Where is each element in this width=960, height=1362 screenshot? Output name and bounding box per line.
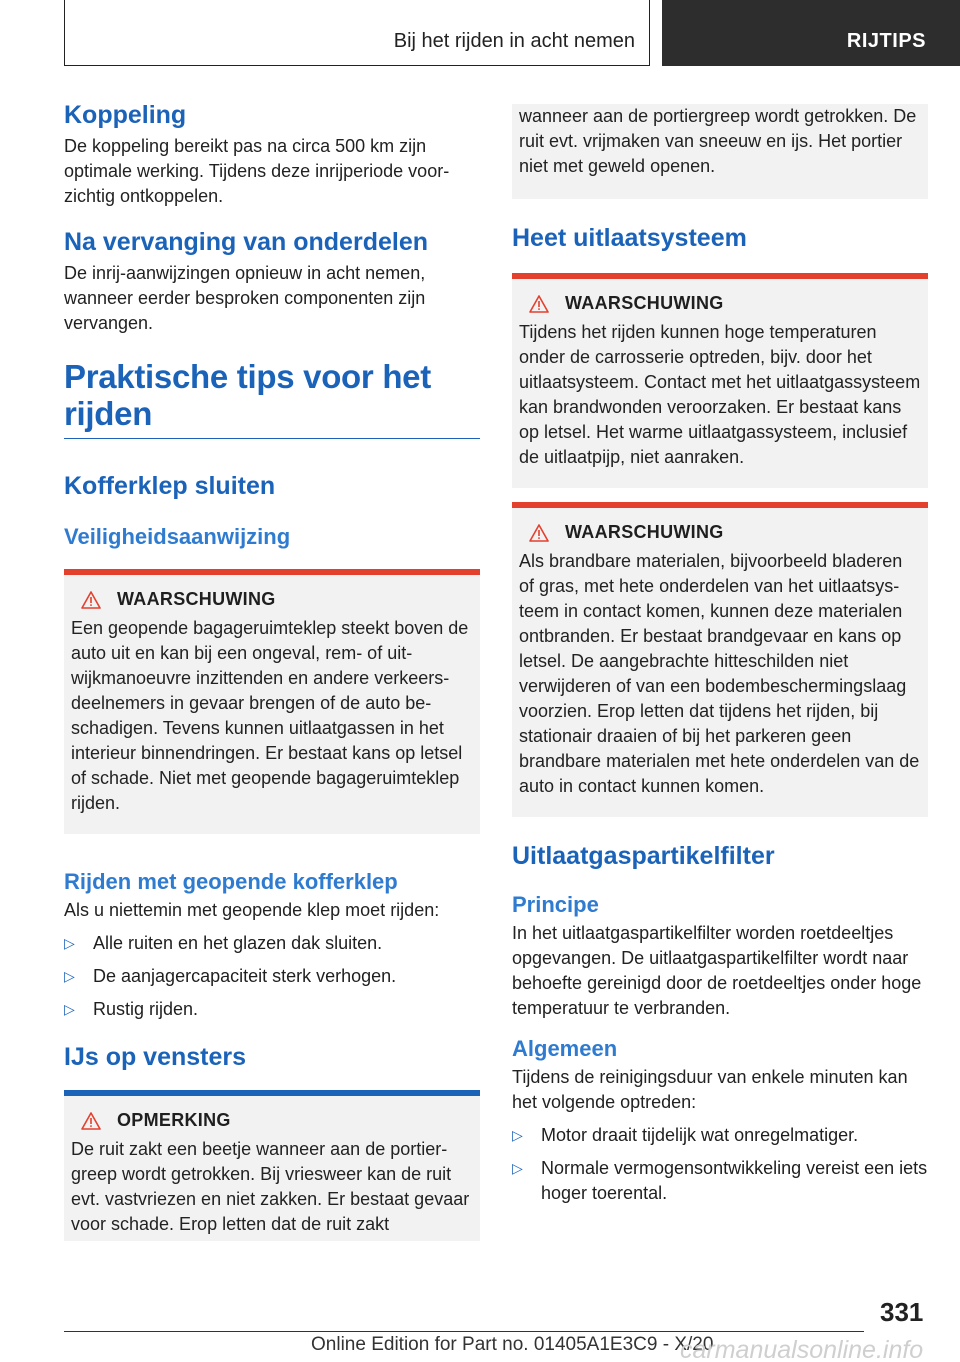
heading-algemeen: Algemeen <box>512 1036 618 1061</box>
warning-box-brandbaar <box>512 502 928 817</box>
warning-title <box>519 522 921 543</box>
text-vervanging: De inrij-aanwijzingen opnieuw in acht nemen, wanneer eerder besproken componenten zijn vervangen. <box>64 263 426 333</box>
warning-label: WAARSCHUWING <box>565 293 724 313</box>
list-rijden <box>64 931 480 1022</box>
watermark: carmanualsonline.info <box>680 1336 924 1362</box>
list-item: ▷ Normale vermogensontwikkeling vereist een iets hoger toerental. <box>512 1158 928 1203</box>
bullet-triangle-icon: ▷ <box>512 1127 523 1143</box>
heading-ijs: IJs op vensters <box>64 1043 247 1071</box>
warning-label: WAARSCHUWING <box>117 589 276 609</box>
note-box-ijs <box>64 1090 480 1241</box>
header-chapter-title: RIJTIPS <box>846 30 926 52</box>
text-rijden-intro: Als u niettemin met geopende klep moet rijden: <box>64 900 440 920</box>
list-item: ▷ Motor draait tijdelijk wat onregelmatiger. <box>512 1123 928 1148</box>
warning-triangle-icon <box>81 1112 101 1130</box>
bullet-triangle-icon: ▷ <box>64 935 75 951</box>
bullet-triangle-icon: ▷ <box>512 1160 523 1176</box>
footer-divider <box>64 1331 864 1332</box>
warning-box-uitlaat <box>512 273 928 488</box>
list-item: ▷ Rustig rijden. <box>64 997 480 1022</box>
bullet-triangle-icon: ▷ <box>64 968 75 984</box>
bullet-triangle-icon: ▷ <box>64 1001 75 1017</box>
text-algemeen: Tijdens de reinigingsduur van enkele minuten kan het volgende optreden: <box>512 1067 908 1112</box>
warning-triangle-icon <box>529 295 549 313</box>
heading-veiligheidsaanwijzing: Veiligheidsaanwijzing <box>64 524 291 549</box>
note-title <box>71 1110 473 1131</box>
warning-triangle-icon <box>81 591 101 609</box>
left-column <box>64 100 480 1241</box>
list-algemeen <box>512 1123 928 1206</box>
note-text-continued: wanneer aan de portiergreep wordt getrokken. De ruit evt. vrijmaken van sneeuw en ijs. Het portier niet met geweld openen. <box>519 106 917 176</box>
page-number: 331 <box>880 1297 924 1327</box>
warning-box-kofferklep <box>64 569 480 834</box>
heading-rijden-kofferklep: Rijden met geopende kofferklep <box>64 869 398 894</box>
footer-edition: Online Edition for Part no. 01405A1E3C9 - X/20 <box>311 1334 714 1355</box>
heading-principe: Principe <box>512 892 599 917</box>
warning-text: Tijdens het rijden kunnen hoge temperaturen onder de carrosserie optreden, bijv. door het uitlaatsysteem. Contact met het uitlaatgassysteem kan brandwonden veroorzaken. Er bestaat kans op letsel. Het warme uitlaatgassysteem, inclusief de uitlaatpijp, niet aanraken. <box>519 322 921 467</box>
list-item: ▷ De aanjagercapaciteit sterk verhogen. <box>64 964 480 989</box>
warning-title <box>519 293 921 314</box>
warning-title <box>71 589 473 610</box>
heading-uitlaatgaspartikelfilter: Uitlaatgaspartikelfilter <box>512 842 775 870</box>
warning-label: WAARSCHUWING <box>565 522 724 542</box>
heading-vervanging: Na vervanging van onderdelen <box>64 228 428 256</box>
heading-koppeling: Koppeling <box>64 101 187 129</box>
note-text: De ruit zakt een beetje wanneer aan de portiergreep wordt getrokken. Bij vriesweer kan de ruit evt. vastvriezen en niet zakken. Er bestaat gevaar voor schade. Erop letten dat de ruit zakt <box>71 1139 470 1234</box>
note-label: OPMERKING <box>117 1110 231 1130</box>
heading-heet-uitlaatsysteem: Heet uitlaatsysteem <box>512 224 747 252</box>
list-item: ▷ Alle ruiten en het glazen dak sluiten. <box>64 931 480 956</box>
text-koppeling: De koppeling bereikt pas na circa 500 km zijn optimale werking. Tijdens deze inrijperiode voorzichtig ontkoppelen. <box>64 136 450 206</box>
heading-kofferklep: Kofferklep sluiten <box>64 472 276 500</box>
warning-text: Als brandbare materialen, bijvoorbeeld bladeren of gras, met hete onderdelen van het uitlaatsysteem in contact komen, kunnen deze materialen ontbranden. Er bestaat brandgevaar en kans op letsel. De aangebrachte hitteschilden niet verwijderen of van een bodembeschermingslaag voorzien. Erop letten dat tijdens het rijden, bij stationair draaien of bij het parkeren geen brandbare materialen met hete onderdelen van de auto in contact kunnen komen. <box>519 551 920 796</box>
warning-text: Een geopende bagageruimteklep steekt boven de auto uit en kan bij een ongeval, rem- of uitwijkmanoeuvre inzittenden en andere verkeersdeelnemers in gevaar brengen of de auto beschadigen. Tevens kunnen uitlaatgassen in het interieur binnendringen. Er bestaat kans op letsel of schade. Niet met geopende bagageruimteklep rijden. <box>71 618 469 813</box>
header-chapter-box <box>662 0 960 66</box>
heading-praktische-tips: Praktische tips voor het rijden <box>64 358 480 439</box>
text-principe: In het uitlaatgaspartikelfilter worden roetdeeltjes opgevangen. De uitlaatgaspartikelfilter wordt naar behoefte gereinigd door de roetdeeltjes onder hoge temperatuur te verbranden. <box>512 923 922 1018</box>
header-section-box <box>64 0 650 66</box>
header-section-title: Bij het rijden in acht nemen <box>393 30 635 52</box>
warning-triangle-icon <box>529 524 549 542</box>
note-box-continued <box>512 104 928 199</box>
right-column <box>512 104 928 1214</box>
